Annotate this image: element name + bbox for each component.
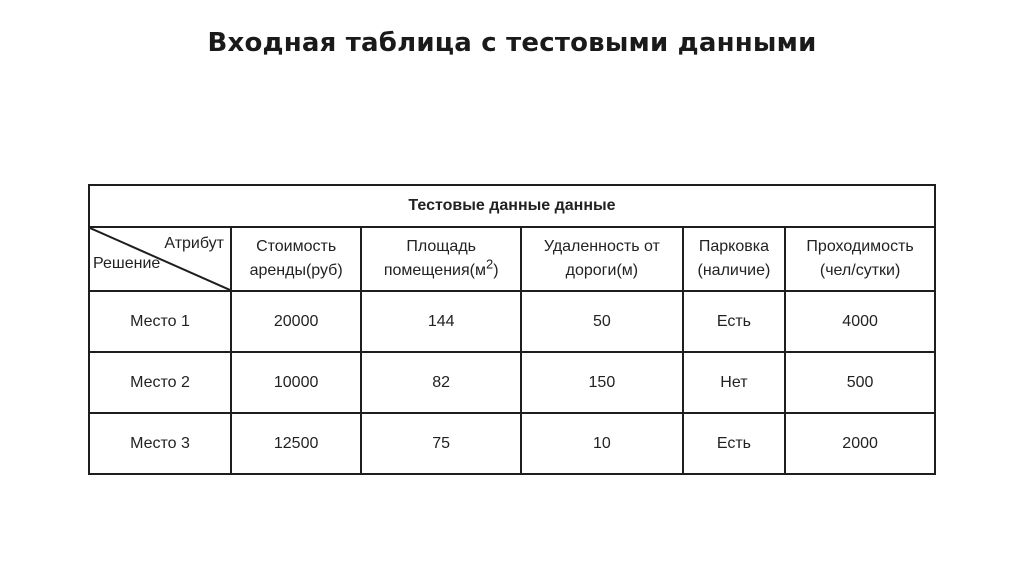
column-header-line1: Стоимость [256, 238, 337, 255]
table-cell: 10000 [231, 352, 361, 413]
table-cell: 82 [361, 352, 521, 413]
table-cell: 10 [521, 413, 683, 474]
column-header-line1: Площадь [406, 238, 476, 255]
column-header-area [361, 227, 521, 291]
corner-header-cell [89, 227, 231, 291]
column-header-line2-end: ) [493, 262, 499, 279]
column-header-line1: Удаленность от [543, 238, 660, 255]
row-label: Место 1 [89, 291, 231, 352]
table-row [89, 352, 935, 413]
column-header-distance [521, 227, 683, 291]
column-header-parking [683, 227, 786, 291]
table-header-row [89, 227, 935, 291]
table-caption-row [89, 185, 935, 227]
table-cell: 75 [361, 413, 521, 474]
table-cell: Есть [683, 291, 786, 352]
column-header-line1: Парковка [698, 238, 769, 255]
table-cell: 4000 [785, 291, 935, 352]
column-header-line2: (чел/сутки) [819, 262, 901, 279]
test-data-table [88, 184, 936, 475]
table-row [89, 291, 935, 352]
table-cell: 144 [361, 291, 521, 352]
table-cell: 500 [785, 352, 935, 413]
table-cell: 12500 [231, 413, 361, 474]
row-label: Место 3 [89, 413, 231, 474]
superscript: 2 [485, 256, 494, 272]
row-label: Место 2 [89, 352, 231, 413]
table-cell: 2000 [785, 413, 935, 474]
table-cell: 150 [521, 352, 683, 413]
table-cell: 20000 [231, 291, 361, 352]
column-header-line2: (наличие) [697, 262, 771, 279]
column-header-line2: помещения(м [383, 262, 486, 279]
table-cell: Есть [683, 413, 786, 474]
table-caption: Тестовые данные данные [89, 185, 935, 227]
column-header-line2: дороги(м) [565, 262, 639, 279]
table-cell: Нет [683, 352, 786, 413]
table-cell: 50 [521, 291, 683, 352]
column-header-cost [231, 227, 361, 291]
table-row [89, 413, 935, 474]
corner-decision-label: Решение [93, 255, 161, 272]
column-header-line2: аренды(руб) [249, 262, 343, 279]
slide-title: Входная таблица с тестовыми данными [207, 28, 817, 58]
corner-attribute-label: Атрибут [164, 235, 224, 252]
column-header-line1: Проходимость [806, 238, 914, 255]
column-header-traffic [785, 227, 935, 291]
